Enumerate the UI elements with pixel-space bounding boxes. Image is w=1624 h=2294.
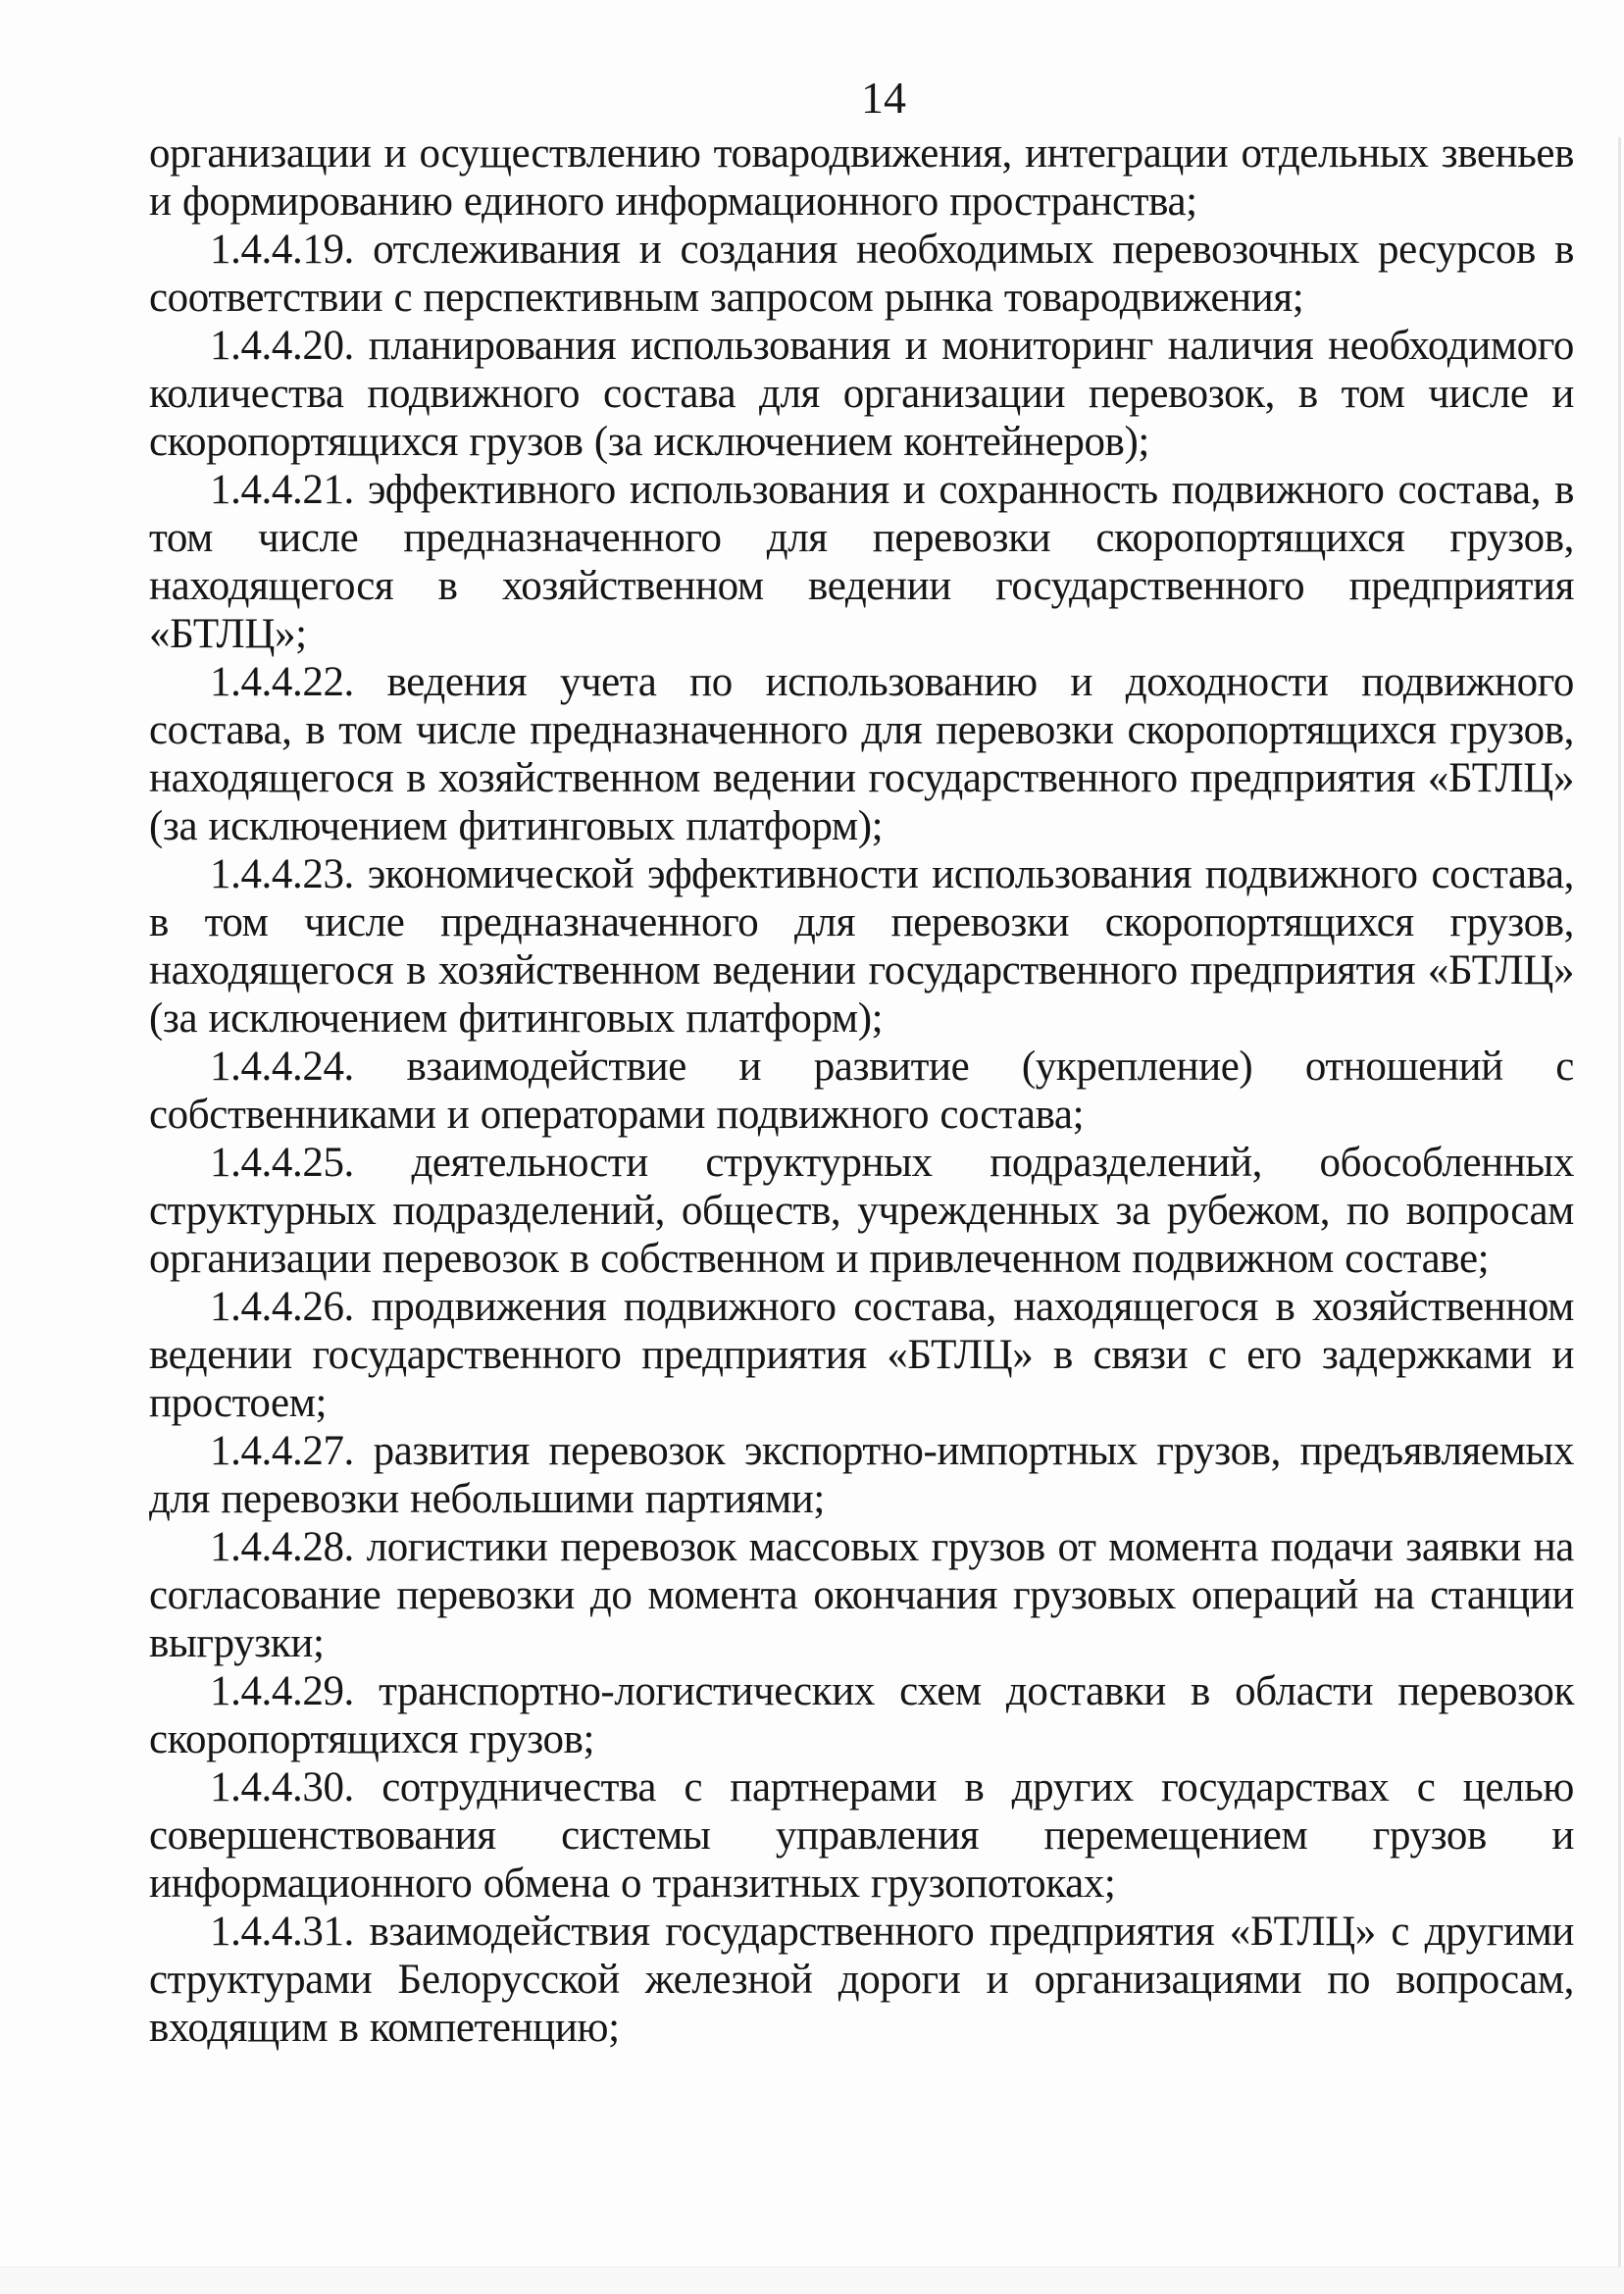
paragraph-1-4-4-21: 1.4.4.21. эффективного использования и сохранность подвижного состава, в том числе предназначенного для перевозки скоропортящихся грузов, находящегося в хозяйственном ведении государственного предприятия «БТЛЦ»; (149, 467, 1574, 657)
page-number: 14 (861, 73, 906, 123)
paragraph-1-4-4-27: 1.4.4.27. развития перевозок экспортно-импортных грузов, предъявляемых для перевозки небольшими партиями; (149, 1428, 1574, 1522)
paragraph-1-4-4-24: 1.4.4.24. взаимодействие и развитие (укрепление) отношений с собственниками и операторами подвижного состава; (149, 1044, 1574, 1138)
paragraph-1-4-4-19: 1.4.4.19. отслеживания и создания необходимых перевозочных ресурсов в соответствии с перспективным запросом рынка товародвижения; (149, 227, 1574, 321)
paragraph-1-4-4-31: 1.4.4.31. взаимодействия государственного предприятия «БТЛЦ» с другими структурами Белорусской железной дороги и организациями по вопросам, входящим в компетенцию; (149, 1909, 1574, 2051)
paragraph-1-4-4-29: 1.4.4.29. транспортно-логистических схем доставки в области перевозок скоропортящихся грузов; (149, 1668, 1574, 1762)
paragraph-1-4-4-22: 1.4.4.22. ведения учета по использованию и доходности подвижного состава, в том числе предназначенного для перевозки скоропортящихся грузов, находящегося в хозяйственном ведении государственного предприятия «БТЛЦ» (за исключением фитинговых платформ); (149, 659, 1574, 849)
paragraph-1-4-4-23: 1.4.4.23. экономической эффективности использования подвижного состава, в том числе предназначенного для перевозки скоропортящихся грузов, находящегося в хозяйственном ведении государственного предприятия «БТЛЦ» (за исключением фитинговых платформ); (149, 851, 1574, 1042)
paragraph-continuation: организации и осуществлению товародвижения, интеграции отдельных звеньев и формированию единого информационного пространства; (149, 130, 1574, 225)
paragraph-1-4-4-26: 1.4.4.26. продвижения подвижного состава, находящегося в хозяйственном ведении государственного предприятия «БТЛЦ» в связи с его задержками и простоем; (149, 1284, 1574, 1426)
scan-right-edge (1618, 137, 1621, 2294)
document-body (149, 129, 1574, 2052)
paragraph-1-4-4-28: 1.4.4.28. логистики перевозок массовых грузов от момента подачи заявки на согласование перевозки до момента окончания грузовых операций на станции выгрузки; (149, 1524, 1574, 1666)
paragraph-1-4-4-30: 1.4.4.30. сотрудничества с партнерами в других государствах с целью совершенствования системы управления перемещением грузов и информационного обмена о транзитных грузопотоках; (149, 1764, 1574, 1907)
paragraph-1-4-4-25: 1.4.4.25. деятельности структурных подразделений, обособленных структурных подразделений, обществ, учрежденных за рубежом, по вопросам организации перевозок в собственном и привлеченном подвижном составе; (149, 1140, 1574, 1282)
paragraph-1-4-4-20: 1.4.4.20. планирования использования и мониторинг наличия необходимого количества подвижного состава для организации перевозок, в том числе и скоропортящихся грузов (за исключением контейнеров); (149, 323, 1574, 465)
scan-bottom-edge (0, 2267, 1624, 2294)
